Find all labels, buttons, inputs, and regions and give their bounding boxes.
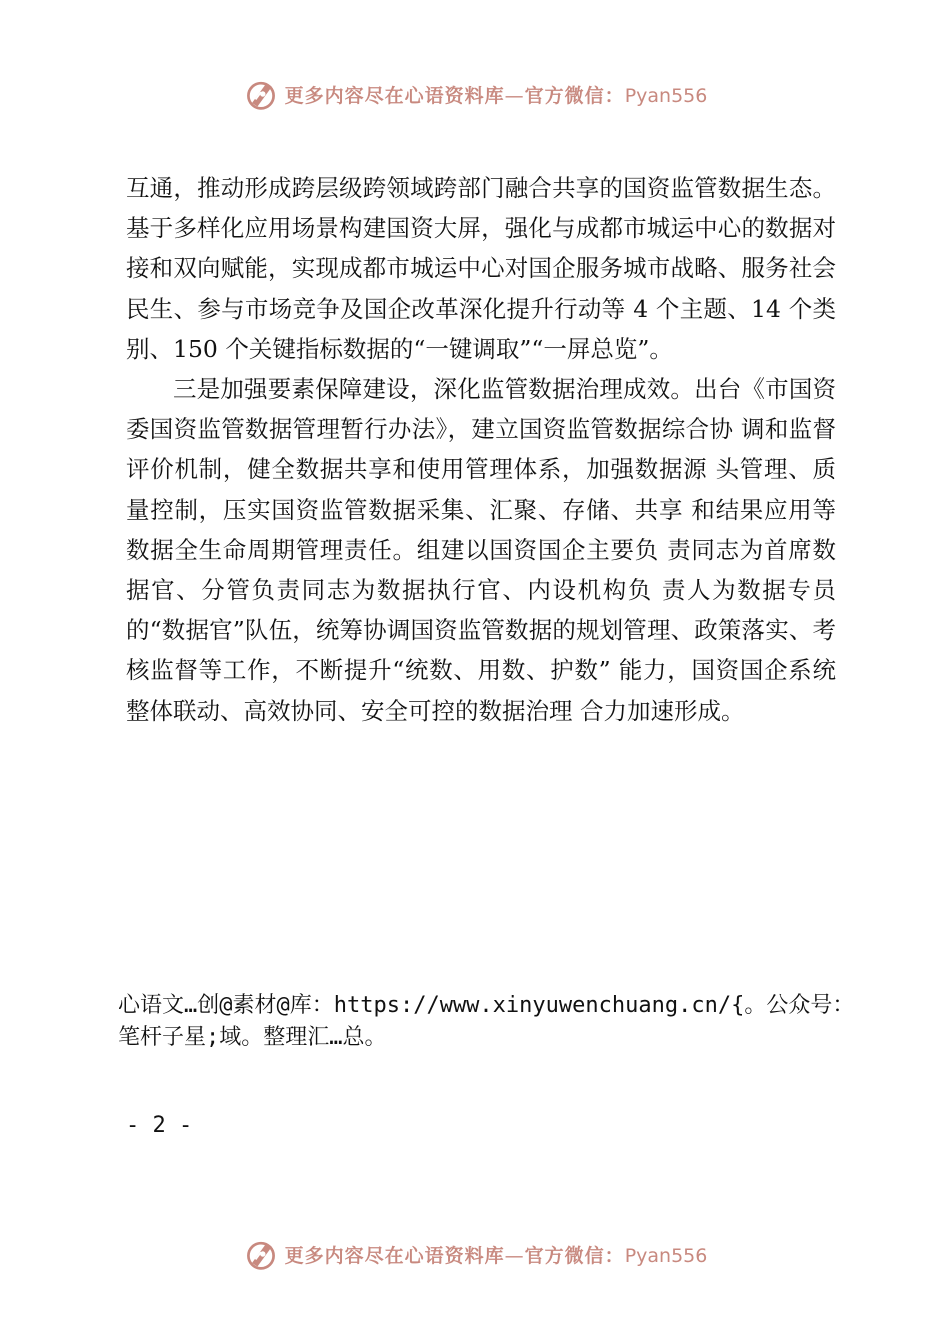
paragraph-continuation: 互通，推动形成跨层级跨领域跨部门融合共享的国资监管数据生态。基于多样化应用场景构建国资大屏，强化与成都市城运中心的数据对接和双向赋能，实现成都市城运中心对国企服务城市战略、服务社会民生、参与市场竞争及国企改革深化提升行动等 4 个主题、14 个类别、150 个关键指标数据的“一键调取”“一屏总览”。 bbox=[126, 174, 836, 363]
watermark-wechat-id: Pyan556 bbox=[624, 84, 708, 107]
footer-source-note: 心语文…创@素材@库：https://www.xinyuwenchuang.cn/{。公众号：笔杆子星;域。整理汇…总。 bbox=[118, 993, 855, 1050]
watermark-separator: — bbox=[504, 1244, 525, 1267]
watermark-title: 更多内容尽在心语资料库 bbox=[284, 1244, 505, 1267]
watermark-text bbox=[285, 1241, 708, 1268]
watermark-wechat-id: Pyan556 bbox=[624, 1244, 708, 1267]
document-body bbox=[126, 168, 836, 731]
paragraph-data-governance: 三是加强要素保障建设，深化监管数据治理成效。出台《市国资委国资监管数据管理暂行办法》，建立国资监管数据综合协 调和监督评价机制，健全数据共享和使用管理体系，加强数据源 头管理、质量控制，压实国资监管数据采集、汇聚、存储、共享 和结果应用等数据全生命周期管理责任。组建以国资国企主要负 责同志为首席数据官、分管负责同志为数据执行官、内设机构负 责人为数据专员的“数据官”队伍，统筹协调国资监管数据的规划管理、政策落实、考核监督等工作，不断提升“统数、用数、护数” 能力，国资国企系统整体联动、高效协同、安全可控的数据治理 合力加速形成。 bbox=[126, 375, 836, 725]
watermark-wechat-label: 官方微信： bbox=[524, 84, 625, 107]
footer-watermark bbox=[0, 1232, 950, 1276]
pen-nib-logo-icon bbox=[243, 76, 279, 112]
watermark-title: 更多内容尽在心语资料库 bbox=[284, 84, 505, 107]
header-watermark bbox=[0, 72, 950, 116]
watermark-text bbox=[285, 81, 708, 108]
watermark-separator: — bbox=[504, 84, 525, 107]
watermark-wechat-label: 官方微信： bbox=[524, 1244, 625, 1267]
page-number: - 2 - bbox=[126, 1113, 193, 1138]
pen-nib-logo-icon bbox=[243, 1236, 279, 1272]
